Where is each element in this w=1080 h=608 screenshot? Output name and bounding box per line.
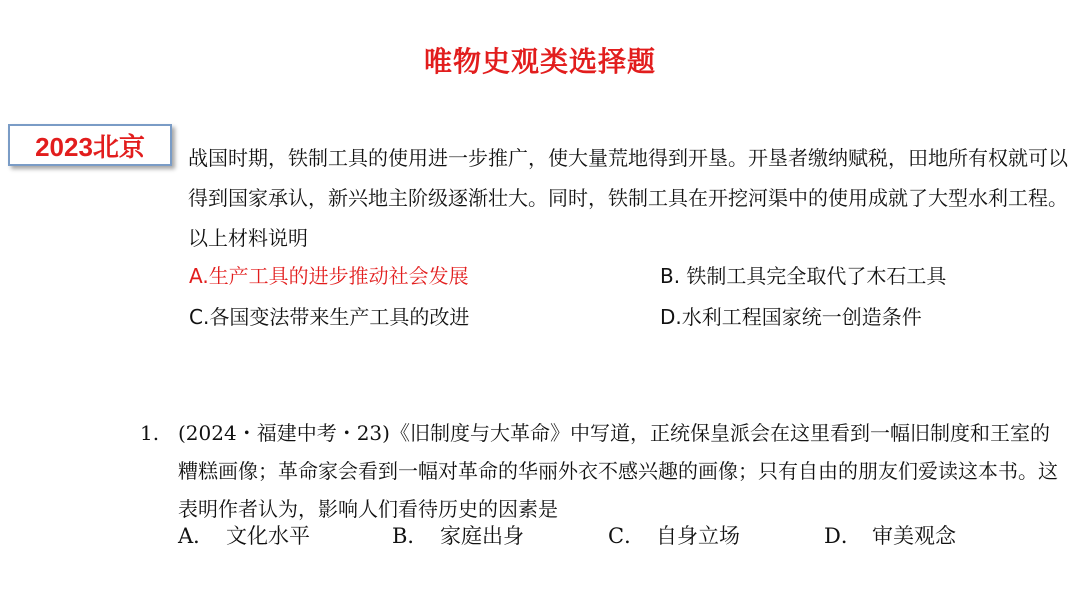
option-text: 自身立场 (656, 524, 740, 548)
question-2-option-b (392, 521, 524, 551)
question-2-option-a (178, 521, 310, 551)
question-2 (140, 414, 1060, 528)
option-key: A． (178, 524, 215, 548)
question-2-option-d (824, 521, 956, 551)
option-key: D． (824, 524, 862, 548)
question-1-option-d: D.水利工程国家统一创造条件 (660, 305, 922, 329)
option-text: 家庭出身 (440, 524, 524, 548)
option-key: B． (392, 524, 429, 548)
option-key: C． (608, 524, 646, 548)
page-title: 唯物史观类选择题 (423, 45, 656, 78)
question-2-stem: (2024・福建中考・23)《旧制度与大革命》中写道，正统保皇派会在这里看到一幅旧制度和王室的糟糕画像；革命家会看到一幅对革命的华丽外衣不感兴趣的画像；只有自由的朋友们爱读这本书。这表明作者认为，影响人们看待历史的因素是 (178, 421, 1058, 521)
question-2-option-c (608, 521, 740, 551)
question-1-option-b: B. 铁制工具完全取代了木石工具 (660, 264, 947, 288)
option-text: 审美观念 (872, 524, 956, 548)
question-1-option-a: A.生产工具的进步推动社会发展 (189, 264, 469, 288)
question-2-number: 1. (140, 421, 160, 445)
option-text: 文化水平 (226, 524, 310, 548)
question-1-option-c: C.各国变法带来生产工具的改进 (189, 305, 470, 329)
question-1-stem: 战国时期，铁制工具的使用进一步推广，使大量荒地得到开垦。开垦者缴纳赋税，田地所有权就可以得到国家承认，新兴地主阶级逐渐壮大。同时，铁制工具在开挖河渠中的使用成就了大型水利工程。以上材料说明 (188, 146, 1068, 250)
source-tag: 2023北京 (8, 124, 172, 166)
